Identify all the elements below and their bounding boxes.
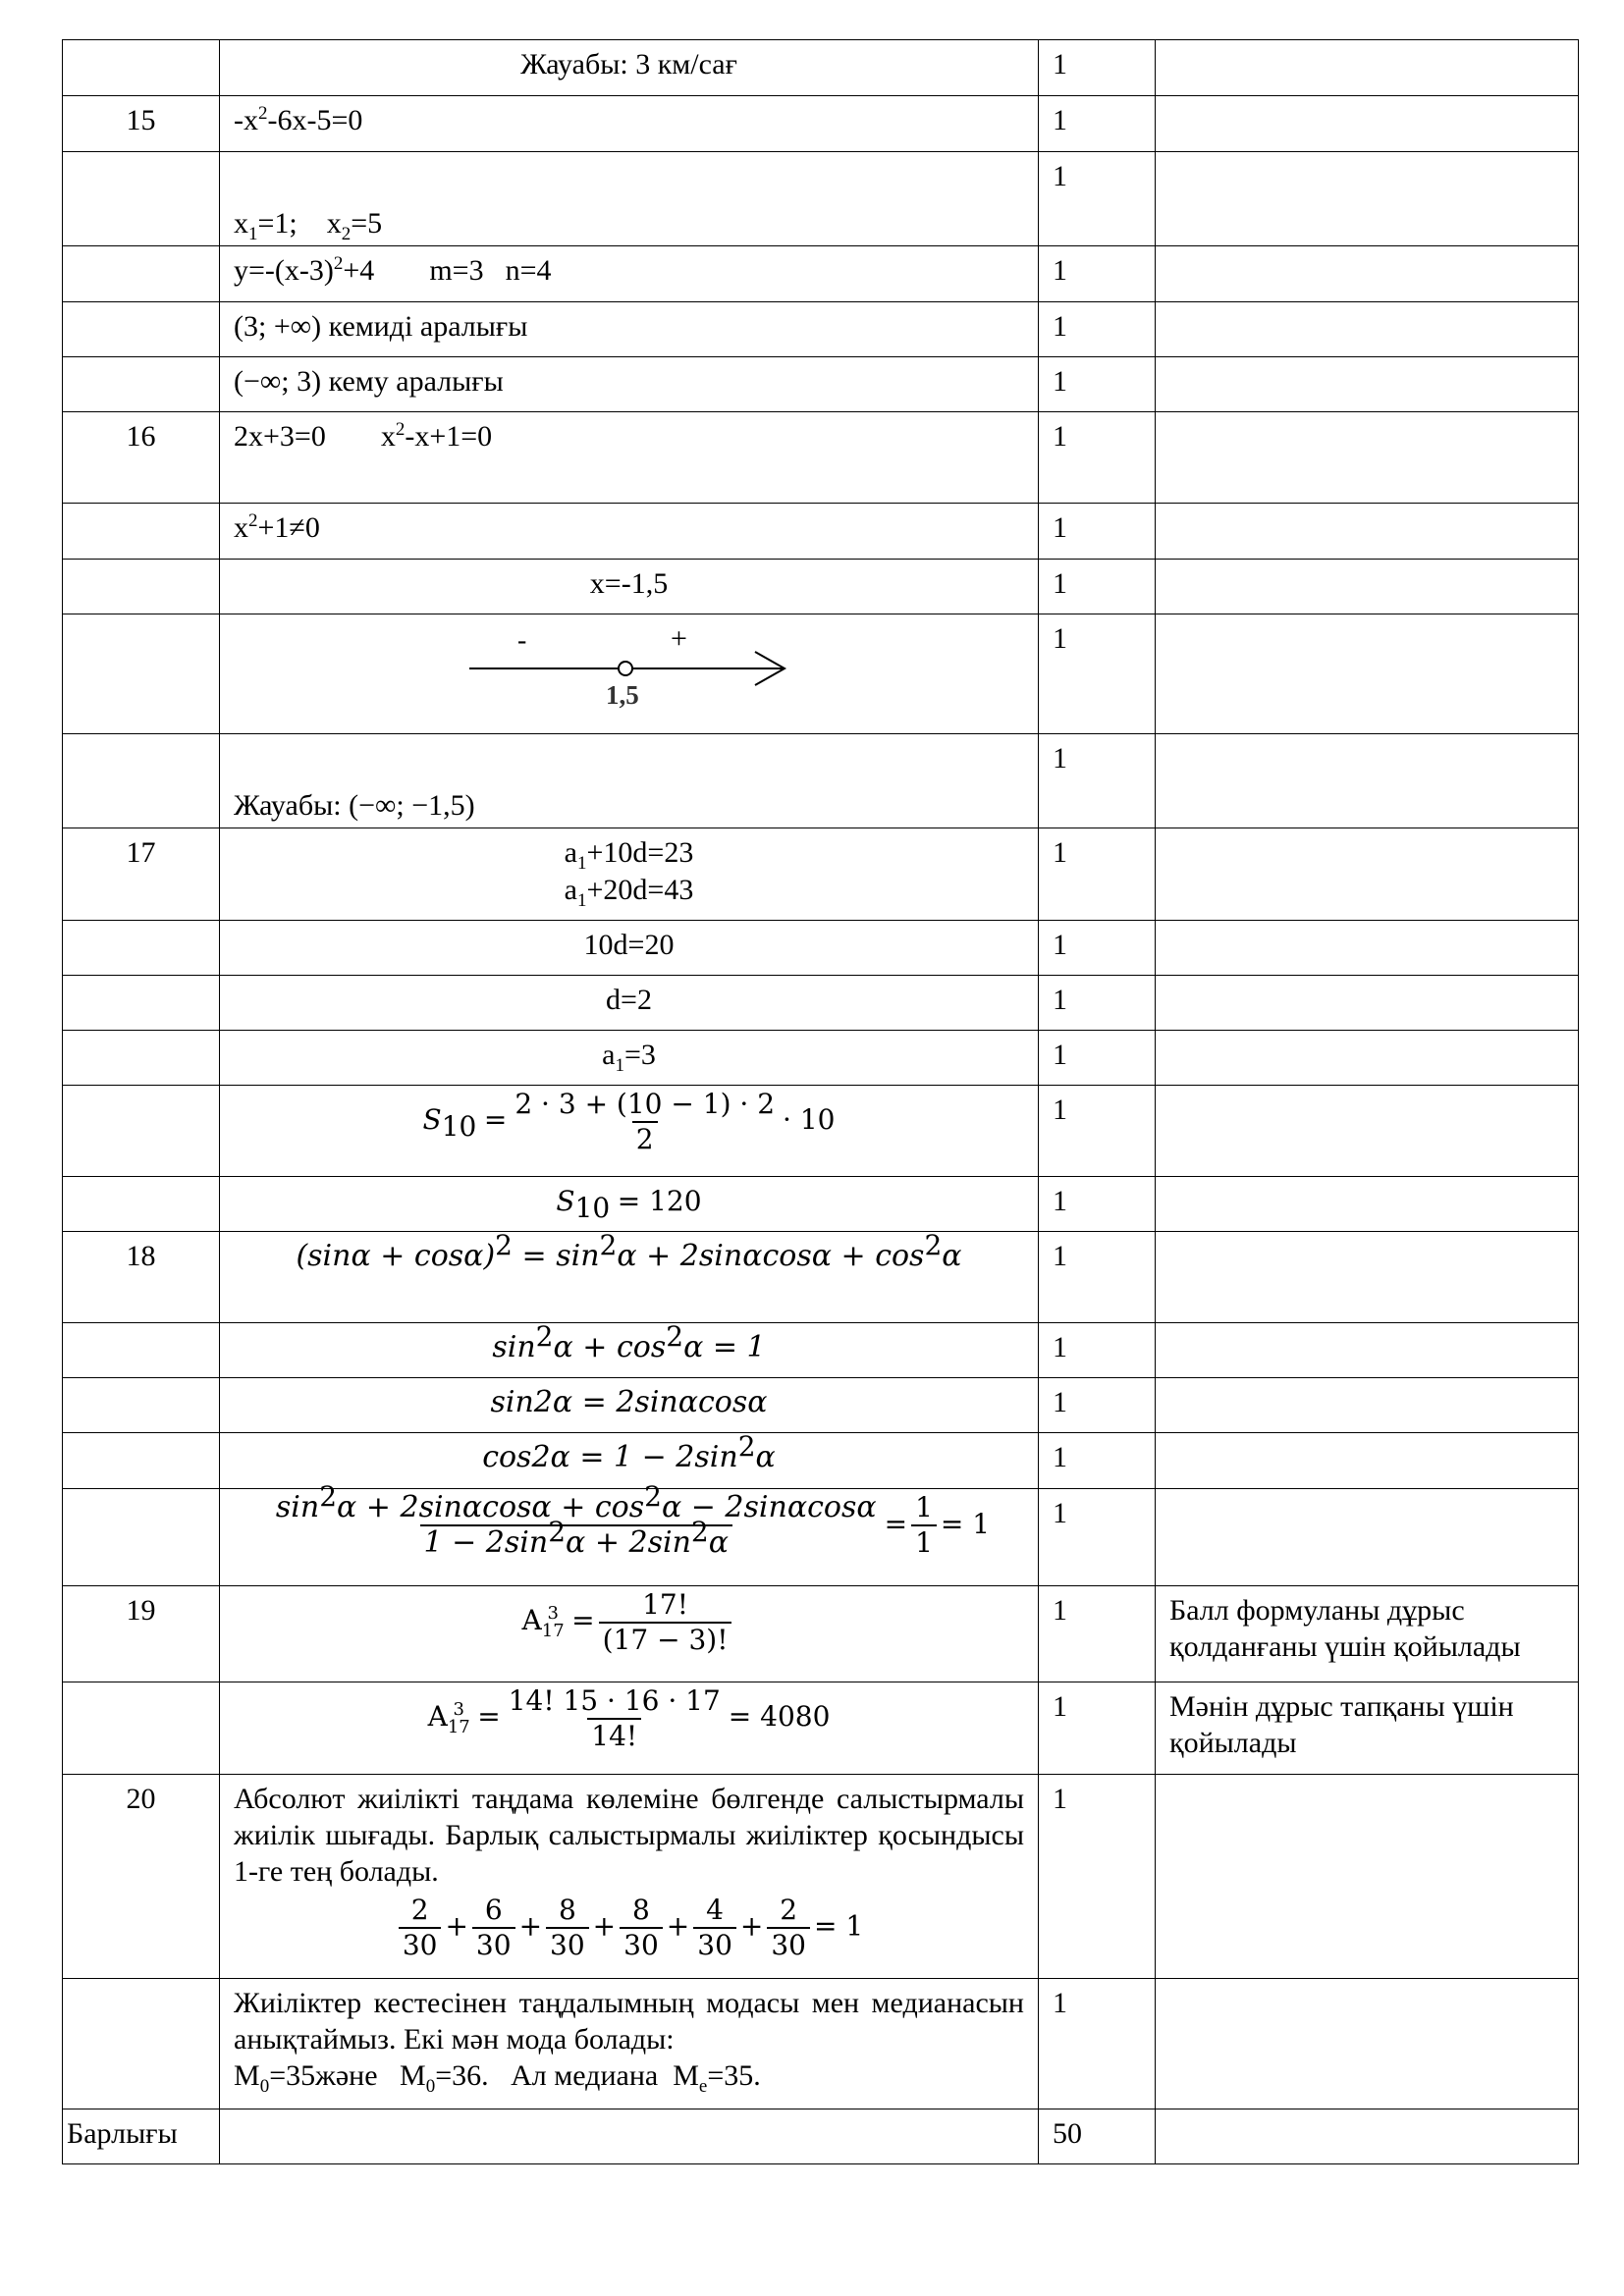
subscript: 10	[574, 1192, 611, 1224]
denominator: 30	[693, 1927, 736, 1962]
text: α	[755, 1440, 776, 1474]
exponent: 2	[599, 1229, 618, 1261]
exponent: 2	[690, 1516, 709, 1548]
denominator: 30	[546, 1927, 589, 1962]
solution-step: (3; +∞) кемиді аралығы	[220, 302, 1039, 357]
text: α	[942, 1239, 962, 1273]
points: 1	[1039, 734, 1156, 828]
subscript: 1	[576, 890, 587, 911]
note	[1156, 357, 1579, 412]
text: S	[556, 1185, 575, 1217]
task-number	[63, 921, 220, 976]
fraction	[472, 1894, 515, 1962]
exponent: 2	[644, 1480, 662, 1513]
fraction	[399, 1894, 442, 1962]
points: 1	[1039, 1489, 1156, 1586]
points: 1	[1039, 1323, 1156, 1378]
text: · 10	[783, 1102, 836, 1136]
task-number	[63, 1682, 220, 1775]
note	[1156, 1489, 1579, 1586]
numerator: 8	[558, 1894, 576, 1926]
points: 1	[1039, 1031, 1156, 1086]
total-row	[63, 2109, 1579, 2164]
points: 1	[1039, 921, 1156, 976]
subscript: 1	[615, 1055, 624, 1076]
subscript: 17	[541, 1621, 565, 1641]
table-row	[63, 1031, 1579, 1086]
numerator: 14! 15 · 16 · 17	[508, 1684, 721, 1717]
task-number	[63, 152, 220, 246]
denominator: 30	[399, 1927, 442, 1962]
points: 1	[1039, 614, 1156, 734]
numerator	[272, 1480, 881, 1524]
explanation-text: Абсолют жиілікті таңдама көлеміне бөлгенде салыстырмалы жиілік шығады. Барлық салыстырмалы жиіліктер қосындысы 1-ге тең болады.	[234, 1783, 1024, 1888]
text: M	[400, 2059, 426, 2092]
task-number	[63, 302, 220, 357]
table-row	[63, 1775, 1579, 1979]
points: 1	[1039, 96, 1156, 152]
text: = 4080	[728, 1699, 831, 1733]
fraction	[546, 1894, 589, 1962]
solution-step	[220, 246, 1039, 302]
text: = 1	[940, 1508, 991, 1540]
points: 1	[1039, 1177, 1156, 1232]
exponent: 2	[258, 103, 268, 124]
text: a	[564, 874, 577, 906]
text: a	[564, 836, 577, 869]
note	[1156, 976, 1579, 1031]
points: 1	[1039, 504, 1156, 560]
numerator: 8	[632, 1894, 650, 1926]
note	[1156, 921, 1579, 976]
table-row	[63, 1177, 1579, 1232]
text: +	[739, 1909, 764, 1943]
note	[1156, 560, 1579, 614]
text: (sinα + cosα)	[296, 1239, 496, 1273]
exponent: 2	[548, 1516, 567, 1548]
solution-step	[220, 1320, 1039, 1378]
text: =5	[351, 207, 383, 240]
points: 1	[1039, 1232, 1156, 1323]
text: y=-(x-3)	[234, 254, 334, 287]
numerator: 2 · 3 + (10 − 1) · 2	[514, 1088, 776, 1120]
table-row	[63, 1378, 1579, 1433]
solution-step	[220, 412, 1039, 504]
table-row	[63, 560, 1579, 614]
text: A	[427, 1699, 448, 1733]
exponent: 3	[453, 1699, 464, 1720]
subscript: 2	[341, 224, 352, 244]
note: Балл формуланы дұрыс қолданғаны үшін қойылады	[1156, 1586, 1579, 1682]
table-row	[63, 921, 1579, 976]
equation-line	[234, 834, 1024, 872]
solution-step: d=2	[220, 976, 1039, 1031]
points: 1	[1039, 976, 1156, 1031]
text: -x+1=0	[405, 420, 493, 453]
fraction	[693, 1894, 736, 1962]
frequency-sum	[234, 1894, 1024, 1962]
numerator: 4	[706, 1894, 724, 1926]
task-number	[63, 1378, 220, 1433]
index-stack	[448, 1701, 470, 1736]
task-number: 17	[63, 828, 220, 921]
note	[1156, 302, 1579, 357]
text: sin	[275, 1490, 320, 1524]
table-row	[63, 246, 1579, 302]
note	[1156, 40, 1579, 96]
text: +	[518, 1909, 543, 1943]
text: x	[380, 420, 396, 453]
note	[1156, 1031, 1579, 1086]
points: 1	[1039, 1433, 1156, 1489]
table-row	[63, 357, 1579, 412]
text: +	[592, 1909, 617, 1943]
text: m=3	[429, 254, 484, 287]
exponent: 2	[737, 1430, 756, 1463]
plus-sign: +	[671, 622, 687, 655]
solution-step	[220, 1979, 1039, 2109]
point-label: 1,5	[606, 680, 639, 710]
denominator: 14!	[587, 1718, 641, 1753]
note	[1156, 246, 1579, 302]
text: sin	[492, 1330, 536, 1364]
exponent: 2	[924, 1229, 943, 1261]
equation-line	[234, 872, 1024, 909]
text: α	[708, 1525, 729, 1560]
text: α − 2sinαcosα	[661, 1490, 877, 1524]
text: x	[234, 207, 248, 240]
text: = 1	[814, 1909, 864, 1943]
solution-step	[220, 152, 1039, 246]
task-number	[63, 40, 220, 96]
table-row	[63, 1232, 1579, 1323]
text: = sin	[521, 1239, 600, 1273]
denominator: 30	[472, 1927, 515, 1962]
task-number	[63, 1979, 220, 2109]
task-number	[63, 1489, 220, 1586]
text: +	[666, 1909, 690, 1943]
solution-step	[220, 1086, 1039, 1177]
note: Мәнін дұрыс тапқаны үшін қойылады	[1156, 1682, 1579, 1775]
text: x	[326, 207, 342, 240]
open-point	[619, 662, 632, 675]
text: +4	[343, 254, 375, 287]
task-number: 18	[63, 1232, 220, 1323]
solution-step	[220, 1177, 1039, 1232]
text: M	[234, 2059, 260, 2092]
table-row	[63, 976, 1579, 1031]
solution-step	[220, 1586, 1039, 1682]
text: A	[521, 1603, 542, 1636]
note	[1156, 1378, 1579, 1433]
subscript: 1	[248, 224, 258, 244]
text: x	[234, 511, 248, 544]
denominator: (17 − 3)!	[599, 1622, 732, 1657]
solution-step: Жауабы: 3 км/сағ	[220, 40, 1039, 96]
table-row	[63, 504, 1579, 560]
fraction	[767, 1894, 810, 1962]
note	[1156, 96, 1579, 152]
text: S	[422, 1102, 442, 1136]
note	[1156, 828, 1579, 921]
task-number	[63, 1433, 220, 1489]
table-row	[63, 734, 1579, 828]
table-row	[63, 1489, 1579, 1586]
points: 1	[1039, 1378, 1156, 1433]
table-row	[63, 1586, 1579, 1682]
points: 1	[1039, 302, 1156, 357]
task-number	[63, 734, 220, 828]
exponent: 3	[547, 1603, 559, 1624]
text: 2x+3=0	[234, 420, 326, 453]
denominator: 30	[767, 1927, 810, 1962]
number-line	[220, 614, 1038, 713]
task-number: 16	[63, 412, 220, 504]
text: +	[445, 1909, 468, 1943]
solution-step: sin2α = 2sinαcosα	[220, 1378, 1039, 1433]
numerator: 17!	[642, 1588, 688, 1621]
text: =3	[623, 1039, 656, 1071]
solution-step	[220, 828, 1039, 921]
solution-step: x=-1,5	[220, 560, 1039, 614]
task-number	[63, 357, 220, 412]
points: 1	[1039, 560, 1156, 614]
text: M	[673, 2059, 699, 2092]
note	[1156, 2109, 1579, 2164]
table-row	[63, 1433, 1579, 1489]
exponent: 2	[319, 1480, 338, 1513]
task-number	[63, 1323, 220, 1378]
table-row	[63, 828, 1579, 921]
text: =	[884, 1508, 908, 1540]
total-label: Барлығы	[63, 2109, 220, 2164]
solution-step	[220, 1229, 1039, 1323]
fraction	[511, 1088, 779, 1156]
answer-key-table	[62, 39, 1579, 2164]
text: = 120	[617, 1185, 702, 1217]
exponent: 2	[333, 253, 344, 274]
table-row	[63, 1979, 1579, 2109]
text: 1 − 2sin	[423, 1525, 549, 1560]
text: cos2α = 1 − 2sin	[482, 1440, 738, 1474]
total-points: 50	[1039, 2109, 1156, 2164]
note	[1156, 412, 1579, 504]
solution-step	[220, 1031, 1039, 1086]
denominator: 2	[632, 1121, 658, 1156]
note	[1156, 734, 1579, 828]
fraction	[620, 1894, 663, 1962]
task-number	[63, 976, 220, 1031]
points: 1	[1039, 412, 1156, 504]
exponent: 2	[395, 419, 406, 440]
solution-step	[220, 614, 1039, 734]
subscript: 0	[425, 2076, 436, 2097]
text: α + 2sin	[566, 1525, 691, 1560]
numerator: 2	[780, 1894, 798, 1926]
note	[1156, 1979, 1579, 2109]
text: +1≠0	[257, 511, 320, 544]
text: α + cos	[553, 1330, 667, 1364]
minus-sign: -	[517, 625, 527, 656]
table-row	[63, 152, 1579, 246]
fraction	[505, 1684, 725, 1753]
points: 1	[1039, 1682, 1156, 1775]
task-number	[63, 504, 220, 560]
solution-step	[220, 1775, 1039, 1979]
text: =	[571, 1603, 595, 1636]
task-number	[63, 1031, 220, 1086]
note	[1156, 1086, 1579, 1177]
solution-step	[220, 1430, 1039, 1489]
table-row	[63, 1086, 1579, 1177]
subscript: 17	[447, 1717, 470, 1737]
subscript: 1	[576, 853, 587, 874]
text: Ал медиана	[511, 2059, 659, 2092]
exponent: 2	[495, 1229, 513, 1261]
task-number: 15	[63, 96, 220, 152]
table-row	[63, 40, 1579, 96]
solution-step: 10d=20	[220, 921, 1039, 976]
points: 1	[1039, 40, 1156, 96]
text: =36.	[435, 2059, 489, 2092]
task-number	[63, 614, 220, 734]
text: =	[483, 1102, 508, 1136]
text: a	[602, 1039, 616, 1071]
points: 1	[1039, 1086, 1156, 1177]
index-stack	[542, 1605, 565, 1640]
text: +10d=23	[586, 836, 694, 869]
answer-text: Жауабы: (−∞; −1,5)	[234, 789, 475, 822]
text: n=4	[505, 254, 552, 287]
subscript: 10	[441, 1109, 477, 1143]
explanation-text: Жиіліктер кестесінен таңдалымның модасы мен медианасын анықтаймыз. Екі мән мода болады:	[234, 1987, 1024, 2056]
exponent: 2	[248, 510, 258, 531]
fraction	[911, 1491, 937, 1560]
points: 1	[1039, 1979, 1156, 2109]
denominator	[420, 1516, 733, 1560]
task-number: 20	[63, 1775, 220, 1979]
table-row	[63, 1682, 1579, 1775]
text: =35және	[269, 2059, 378, 2092]
solution-step	[220, 1682, 1039, 1775]
points: 1	[1039, 828, 1156, 921]
points: 1	[1039, 152, 1156, 246]
denominator: 30	[620, 1927, 663, 1962]
text: -x	[234, 104, 258, 136]
numerator: 1	[915, 1491, 933, 1523]
exponent: 2	[535, 1320, 554, 1353]
subscript: 0	[259, 2076, 270, 2097]
table-row	[63, 412, 1579, 504]
exponent: 2	[666, 1320, 684, 1353]
text: =35.	[707, 2059, 761, 2092]
table-row	[63, 96, 1579, 152]
text: =	[477, 1699, 501, 1733]
note	[1156, 1232, 1579, 1323]
text: +20d=43	[586, 874, 694, 906]
text: -6x-5=0	[267, 104, 363, 136]
points: 1	[1039, 246, 1156, 302]
note	[1156, 152, 1579, 246]
text: α + 2sinαcosα + cos	[617, 1239, 925, 1273]
fraction	[599, 1588, 732, 1657]
numerator: 2	[410, 1894, 429, 1926]
note	[1156, 1775, 1579, 1979]
denominator: 1	[911, 1524, 937, 1560]
points: 1	[1039, 1586, 1156, 1682]
table-row	[63, 302, 1579, 357]
task-number: 19	[63, 1586, 220, 1682]
solution-step	[220, 1480, 1039, 1586]
solution-step	[220, 734, 1039, 828]
task-number	[63, 1086, 220, 1177]
note	[1156, 1323, 1579, 1378]
text: =1;	[257, 207, 298, 240]
solution-step	[220, 96, 1039, 152]
task-number	[63, 1177, 220, 1232]
note	[1156, 1433, 1579, 1489]
note	[1156, 1177, 1579, 1232]
table-row	[63, 614, 1579, 734]
task-number	[63, 246, 220, 302]
solution-step	[220, 504, 1039, 560]
note	[1156, 504, 1579, 560]
solution-step	[220, 2109, 1039, 2164]
points: 1	[1039, 1775, 1156, 1979]
numerator: 6	[484, 1894, 503, 1926]
points: 1	[1039, 357, 1156, 412]
subscript: e	[698, 2076, 708, 2097]
fraction	[272, 1480, 881, 1560]
table-row	[63, 1323, 1579, 1378]
text: α + 2sinαcosα + cos	[337, 1490, 645, 1524]
mode-median-line	[234, 2057, 1024, 2097]
note	[1156, 614, 1579, 734]
text: α = 1	[683, 1330, 766, 1364]
task-number	[63, 560, 220, 614]
solution-step: (−∞; 3) кему аралығы	[220, 357, 1039, 412]
